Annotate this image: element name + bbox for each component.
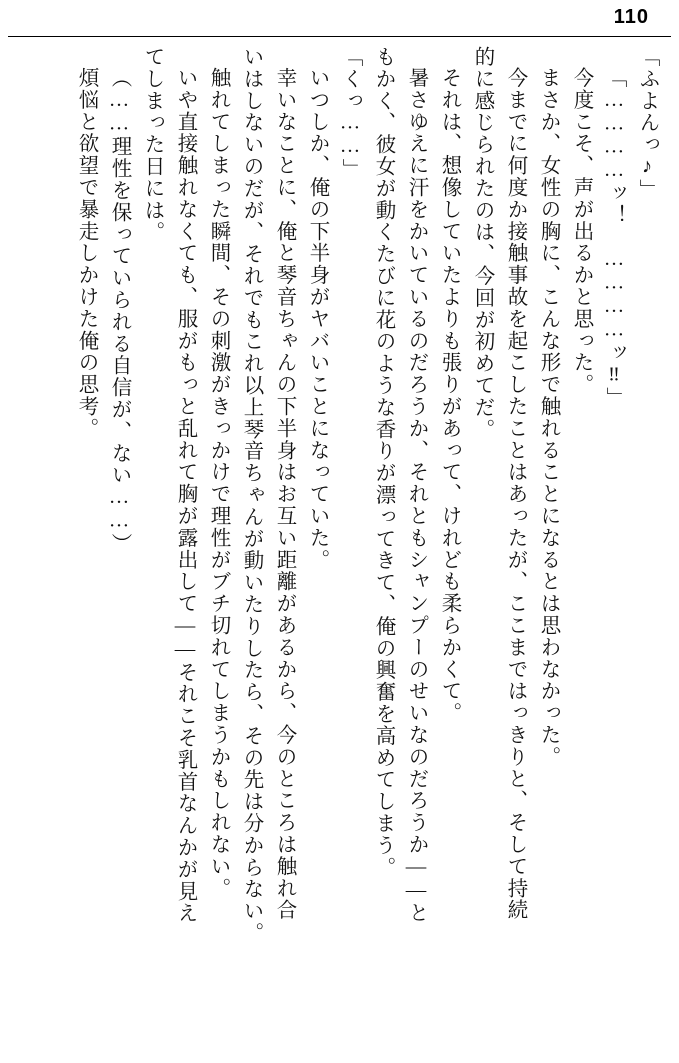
text-column: 暑さゆえに汗をかいているのだろうか、それともシャンプーのせいなのだろうか――と bbox=[405, 67, 427, 925]
text-column: いや直接触れなくても、服がもっと乱れて胸が露出して――それこそ乳首なんかが見え bbox=[174, 67, 196, 925]
text-column: 「…………ッ！ …………ッ‼」 bbox=[603, 67, 625, 409]
text-column: まさか、女性の胸に、こんな形で触れることになるとは思わなかった。 bbox=[537, 67, 559, 768]
text-column: 幸いなことに、俺と琴音ちゃんの下半身はお互い距離があるから、今のところは触れ合 bbox=[273, 67, 295, 922]
text-column: 的に感じられたのは、今回が初めてだ。 bbox=[471, 46, 493, 441]
text-column: 「ふよんっ♪」 bbox=[636, 46, 658, 201]
header-divider bbox=[8, 36, 671, 37]
text-column: てしまった日には。 bbox=[141, 46, 163, 244]
text-column: いはしないのだが、それでもこれ以上琴音ちゃんが動いたりしたら、その先は分からない。 bbox=[240, 46, 262, 944]
text-column: （……理性を保っていられる自信が、ない……） bbox=[108, 67, 130, 555]
page-number: 110 bbox=[613, 6, 649, 28]
body-text bbox=[14, 46, 657, 1042]
text-column: 今までに何度か接触事故を起こしたことはあったが、ここまではっきりと、そして持続 bbox=[504, 67, 526, 922]
text-column: もかく、彼女が動くたびに花のような香りが漂ってきて、俺の興奮を高めてしまう。 bbox=[372, 46, 394, 879]
text-column: 今度こそ、声が出るかと思った。 bbox=[570, 67, 592, 396]
text-column: いつしか、俺の下半身がヤバいことになっていた。 bbox=[306, 67, 328, 571]
text-column: 煩悩と欲望で暴走しかけた俺の思考。 bbox=[75, 67, 97, 440]
text-column: 「くっ……」 bbox=[339, 46, 361, 181]
text-column: それは、想像していたよりも張りがあって、けれども柔らかくて。 bbox=[438, 67, 460, 724]
text-column: 触れてしまった瞬間、その刺激がきっかけで理性がブチ切れてしまうかもしれない。 bbox=[207, 67, 229, 900]
